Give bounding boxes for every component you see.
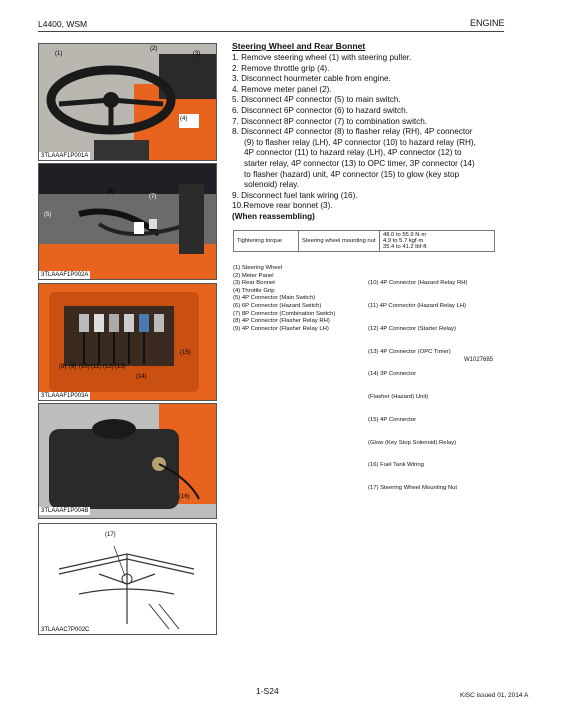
legend-item: (17) Steering Wheel Mounting Nut bbox=[368, 485, 458, 492]
header-rule bbox=[38, 31, 504, 32]
step: 6. Disconnect 6P connector (6) to hazard switch. bbox=[232, 105, 408, 115]
legend-item: (15) 4P Connector bbox=[368, 416, 417, 423]
callout-2: (2) bbox=[150, 46, 158, 52]
legend-item: (16) Fuel Tank Wiring bbox=[368, 462, 424, 469]
legend-item: (10) 4P Connector (Hazard Relay RH) bbox=[368, 280, 468, 287]
legend-item: (14) 3P Connector bbox=[368, 371, 417, 378]
torque-item: Steering wheel mounting nut bbox=[299, 231, 380, 252]
step-continued: 4P connector (11) to hazard relay (LH), 4P connector (12) to bbox=[244, 148, 462, 158]
callout-10: (10) bbox=[79, 364, 90, 370]
step: 5. Disconnect 4P connector (5) to main switch. bbox=[232, 95, 401, 105]
torque-value-nm: 48.0 to 55.9 N·m bbox=[383, 232, 427, 238]
legend-item: (Glow (Key Stop Solenoid) Relay) bbox=[368, 439, 457, 446]
callout-4: (4) bbox=[180, 116, 188, 122]
step: 3. Disconnect hourmeter cable from engine. bbox=[232, 74, 391, 84]
figure-caption: 3TLAAAF1P001A bbox=[41, 153, 89, 159]
page-number: 1-S24 bbox=[256, 686, 279, 696]
legend-item: (12) 4P Connector (Starter Relay) bbox=[368, 325, 456, 332]
legend-item: (1) Steering Wheel bbox=[233, 265, 283, 271]
figure-fuel-tank bbox=[38, 403, 217, 519]
step: 9. Disconnect fuel tank wiring (16). bbox=[232, 190, 358, 200]
legend-item: (5) 4P Connector (Main Switch) bbox=[233, 295, 316, 302]
figure-steering-wheel bbox=[38, 43, 217, 161]
callout-5: (5) bbox=[44, 212, 52, 218]
figure-relay-connectors bbox=[38, 283, 217, 401]
torque-value-lbf: 35.4 to 41.2 lbf·ft bbox=[383, 244, 427, 250]
legend-left bbox=[233, 265, 335, 333]
manual-code: L4400, WSM bbox=[38, 19, 88, 29]
step-continued: (9) to flasher relay (LH), 4P connector (10) to hazard relay (RH), bbox=[244, 137, 476, 147]
callout-17: (17) bbox=[105, 532, 116, 538]
callout-9: (9) bbox=[69, 364, 77, 370]
step-continued: solenoid) relay. bbox=[244, 180, 299, 190]
callout-3: (3) bbox=[193, 51, 201, 57]
torque-value-kgf: 4.9 to 5.7 kgf·m bbox=[383, 238, 424, 244]
chapter-title: ENGINE bbox=[470, 18, 505, 28]
callout-14: (14) bbox=[136, 374, 147, 380]
torque-table bbox=[233, 230, 495, 252]
legend-item: (Flasher (Hazard) Unit) bbox=[368, 394, 429, 401]
step: 8. Disconnect 4P connector (8) to flasher relay (RH), 4P connector bbox=[232, 127, 473, 137]
callout-16: (16) bbox=[179, 494, 190, 500]
figure-steering-nut-diagram bbox=[38, 523, 217, 635]
callout-12: (12) bbox=[103, 364, 114, 370]
callout-7: (7) bbox=[149, 194, 157, 200]
step: 10.Remove rear bonnet (3). bbox=[232, 201, 333, 211]
callout-11: (11) bbox=[91, 364, 102, 370]
legend-item: (4) Throttle Grip bbox=[233, 287, 275, 294]
step: 7. Disconnect 8P connector (7) to combination switch. bbox=[232, 116, 428, 126]
step-continued: starter relay, 4P connector (13) to OPC timer, 3P connector (14) bbox=[244, 158, 475, 168]
legend-item: (3) Rear Bonnet bbox=[233, 280, 275, 287]
callout-1: (1) bbox=[55, 51, 63, 57]
legend-item: (7) 8P Connector (Combination Switch) bbox=[233, 310, 336, 317]
reassembling-label: (When reassembling) bbox=[232, 211, 315, 221]
torque-values bbox=[380, 231, 495, 252]
legend-item: (8) 4P Connector (Flasher Relay RH) bbox=[233, 318, 330, 325]
legend-item: (6) 6P Connector (Hazard Switch) bbox=[233, 302, 322, 309]
legend-right bbox=[368, 265, 467, 500]
callout-8: (8) bbox=[59, 364, 67, 370]
figure-caption: 3TLAAAF1P004B bbox=[41, 508, 89, 514]
callout-6: (6) bbox=[107, 189, 115, 195]
step: 2. Remove throttle grip (4). bbox=[232, 63, 330, 73]
callout-13: (13) bbox=[115, 364, 126, 370]
figure-caption: 3TLAAAC7P002C bbox=[41, 627, 90, 633]
figure-dash-connectors bbox=[38, 163, 217, 280]
figure-caption: 3TLAAAF1P002A bbox=[41, 272, 89, 278]
torque-label: Tightening torque bbox=[234, 231, 299, 252]
legend-item: (11) 4P Connector (Hazard Relay LH) bbox=[368, 302, 466, 309]
legend-item: (13) 4P Connector (OPC Timer) bbox=[368, 348, 451, 355]
section-title: Steering Wheel and Rear Bonnet bbox=[232, 41, 366, 51]
step-continued: to flasher (hazard) unit, 4P connector (15) to glow (key stop bbox=[244, 169, 460, 179]
legend-item: (9) 4P Connector (Flasher Relay LH) bbox=[233, 325, 329, 332]
procedure-steps bbox=[232, 53, 476, 223]
document-code: W1027685 bbox=[464, 357, 494, 363]
figure-caption: 3TLAAAF1P003A bbox=[41, 393, 89, 399]
step: 1. Remove steering wheel (1) with steering puller. bbox=[232, 53, 412, 62]
issue-info: KiSC issued 01, 2014 A bbox=[460, 692, 529, 699]
legend-item: (2) Meter Panel bbox=[233, 272, 274, 279]
step: 4. Remove meter panel (2). bbox=[232, 84, 332, 94]
callout-15: (15) bbox=[180, 350, 191, 356]
